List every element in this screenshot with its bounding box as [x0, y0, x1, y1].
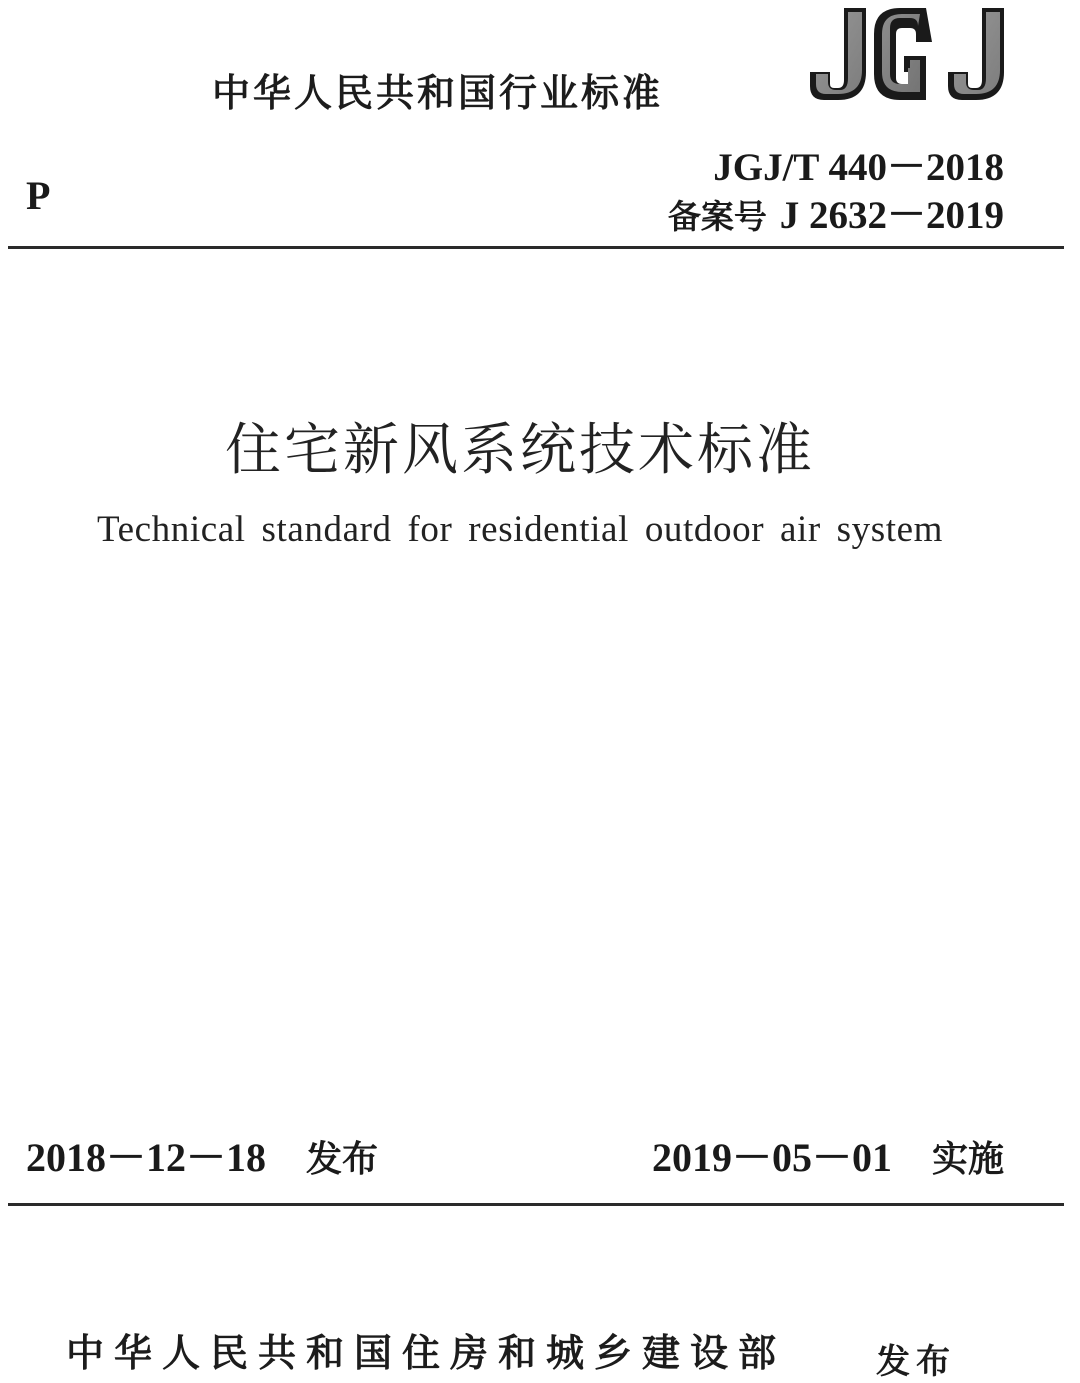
- title-english: Technical standard for residential outdoor air system: [96, 509, 944, 550]
- publisher-suffix: 发布: [876, 1342, 956, 1382]
- issue-date: 2018－12－18: [26, 1135, 266, 1180]
- record-number-line: [668, 184, 1004, 240]
- standard-number: JGJ/T 440－2018: [713, 146, 1004, 189]
- record-number: J 2632－2019: [779, 194, 1004, 237]
- industry-standard-header: 中华人民共和国行业标准: [212, 71, 664, 115]
- implementation-label: 实施: [931, 1139, 1004, 1180]
- jgj-logo-icon: [806, 4, 1008, 104]
- implementation-date-group: [652, 1126, 1004, 1183]
- issue-date-group: [26, 1126, 378, 1183]
- record-label: 备案号: [667, 197, 767, 236]
- bottom-divider: [8, 1203, 1064, 1206]
- classification-code: P: [26, 173, 51, 218]
- jgj-logo: [806, 4, 1008, 104]
- issue-label: 发布: [306, 1139, 379, 1180]
- title-chinese: 住宅新风系统技术标准: [225, 418, 815, 483]
- implementation-date: 2019－05－01: [651, 1135, 892, 1180]
- publisher-name: 中华人民共和国住房和城乡建设部: [66, 1331, 787, 1375]
- top-divider: [8, 246, 1064, 249]
